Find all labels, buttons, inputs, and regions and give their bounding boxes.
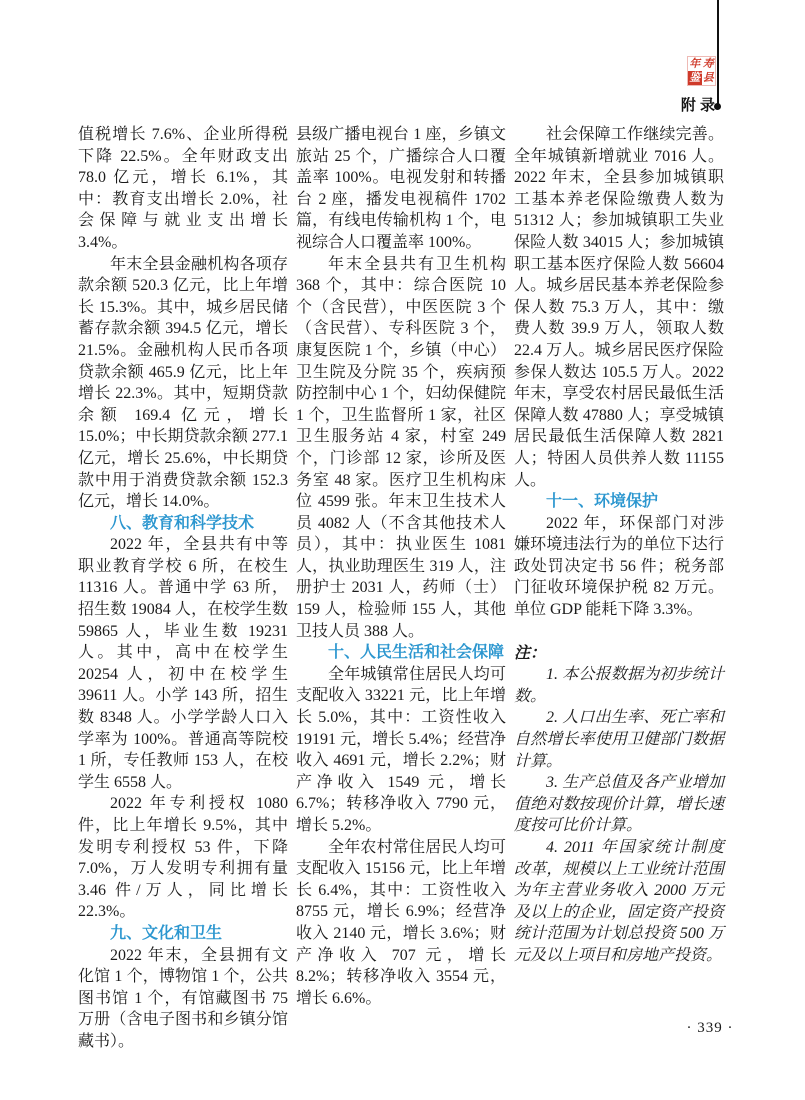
note-3: 3. 生产总值及各产业增加值绝对数按现价计算，增长速度按可比价计算。	[514, 774, 724, 835]
paragraph-rural-income: 全年农村常住居民人均可支配收入 15156 元，比上年增长 6.4%，其中：工资性收入 8755 元，增长 6.9%；经营净收入 2140 元，增长 3.6%；财产净收入 707 元，增长 8.2%；转移净收入 3554 元，增长 6.6%。	[296, 838, 506, 1007]
note-4: 4. 2011 年国家统计制度改革，规模以上工业统计范围为年主营业务收入 2000 万元及以上的企业，固定资产投资统计范围为计划总投资 500 万元及以上项目和房地产投资。	[514, 839, 724, 964]
section-heading-living-social-security: 十、人民生活和社会保障	[328, 644, 505, 662]
paragraph-culture: 2022 年末，全县拥有文化馆 1 个，博物馆 1 个，公共图书馆 1 个，有馆藏图书 75 万册（含电子图书和乡镇分馆藏书）。	[78, 946, 288, 1050]
header-rule-dot	[714, 103, 721, 110]
paragraph-education: 2022 年，全县共有中等职业教育学校 6 所，在校生 11316 人。普通中学 63 所，招生数 19084 人，在校学生数 59865 人，毕业生数 19231 人。其中，高中在校学生 20254 人，初中在校学生 39611 人。小学 143 所，招生数 8348 人。小学学龄人口入学率为 100%。普通高等院校 1 所，专任教师 153 人，在校学生 6558 人。	[78, 536, 288, 791]
paragraph-broadcast-tv: 县级广播电视台 1 座，乡镇文旅站 25 个，广播综合人口覆盖率 100%。电视发射和转播台 2 座，播发电视稿件 1702 篇，有线电传输机构 1 个，电视综合人口覆盖率 100%。	[296, 126, 506, 251]
paragraph-health-institutions: 年末全县共有卫生机构 368 个，其中：综合医院 10 个（含民营），中医医院 3 个（含民营）、专科医院 3 个，康复医院 1 个，乡镇（中心）卫生院及分院 35 个，疾病预防控制中心 1 个，妇幼保健院 1 个，卫生监督所 1 家，社区卫生服务站 4 家，村室 249 个，门诊部 12 家，诊所及医务室 48 家。医疗卫生机构床位 4599 张。年末卫生技术人员 4082 人（不含其他技术人员），其中：执业医生 1081 人，执业助理医生 319 人，注册护士 2031 人，药师（士）159 人，检验师 155 人，其他卫技人员 388 人。	[296, 255, 506, 640]
paragraph-environment: 2022 年，环保部门对涉嫌环境违法行为的单位下达行政处罚决定书 56 件；税务部门征收环境保护税 82 万元。单位 GDP 能耗下降 3.3%。	[514, 514, 724, 619]
column-2	[296, 124, 506, 1007]
header-vertical-rule	[717, 0, 719, 105]
section-heading-education-science: 八、教育和科学技术	[110, 514, 255, 532]
paragraph-urban-income: 全年城镇常住居民人均可支配收入 33221 元，比上年增长 5.0%，其中：工资性收入 19191 元，增长 5.4%；经营净收入 4691 元，增长 2.2%；财产净收入 1549 元，增长 6.7%；转移净收入 7790 元，增长 5.2%。	[296, 665, 506, 834]
column-3	[514, 124, 724, 964]
seal-char: 鉴	[689, 71, 701, 84]
paragraph-tax-finance: 值税增长 7.6%、企业所得税下降 22.5%。全年财政支出 78.0 亿元，增长 6.1%，其中：教育支出增长 2.0%，社会保障与就业支出增长 3.4%。	[78, 126, 288, 251]
paragraph-patents: 2022 年专利授权 1080 件，比上年增长 9.5%，其中发明专利授权 53 件，下降 7.0%，万人发明专利拥有量 3.46 件/万人，同比增长 22.3%。	[78, 795, 288, 921]
seal-char: 县	[702, 71, 714, 84]
paragraph-social-security: 社会保障工作继续完善。全年城镇新增就业 7016 人。2022 年末，全县参加城镇职工基本养老保险缴费人数为 51312 人；参加城镇职工失业保险人数 34015 人；参加城镇职工基本医疗保险人数 56604 人。城乡居民基本养老保险参保人数 75.3 万人，其中：缴费人数 39.9 万人，领取人数 22.4 万人。城乡居民医疗保险参保人数达 105.5 万人。2022 年末，享受农村居民最低生活保障人数 47880 人；享受城镇居民最低生活保障人数 2821 人；特困人员供养人数 11155 人。	[514, 126, 724, 489]
section-heading-environment: 十一、环境保护	[546, 493, 659, 511]
yearbook-seal-icon	[687, 56, 716, 86]
column-1	[78, 124, 288, 1050]
seal-char: 年	[689, 57, 701, 70]
note-1: 1. 本公报数据为初步统计数。	[514, 666, 724, 705]
page-number: · 339 ·	[686, 1020, 734, 1036]
appendix-running-head: 附 录	[680, 97, 715, 114]
seal-char: 寿	[702, 57, 714, 70]
section-heading-culture-health: 九、文化和卫生	[110, 924, 223, 942]
note-2: 2. 人口出生率、死亡率和自然增长率使用卫健部门数据计算。	[514, 709, 724, 770]
notes-label: 注：	[514, 644, 547, 662]
paragraph-finance-deposits: 年末全县金融机构各项存款余额 520.3 亿元，比上年增长 15.3%。其中，城乡居民储蓄存款余额 394.5 亿元，增长 21.5%。金融机构人民币各项贷款余额 465.9 亿元，比上年增长 22.3%。其中，短期贷款余额 169.4 亿元，增长 15.0%；中长期贷款余额 277.1 亿元，增长 25.6%，中长期贷款中用于消费贷款余额 152.3 亿元，增长 14.0%。	[78, 255, 288, 511]
